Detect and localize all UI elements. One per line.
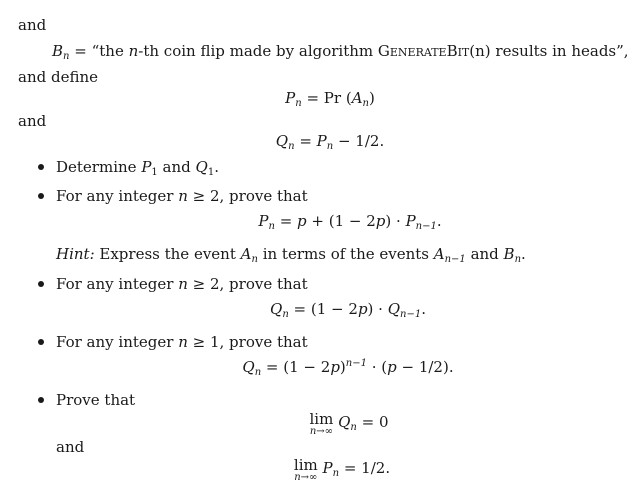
equation-qn-recurrence: $Q_n = (1 - 2p) \cdot Q_{n-1}$. — [270, 300, 426, 320]
text-and-define: and define — [18, 68, 98, 86]
equation-qn-closed-form: $Q_n = (1 - 2p)^{n-1} \cdot (p - 1/2)$. — [242, 358, 454, 378]
bullet-3 — [38, 281, 44, 287]
bullet-3-text: For any integer n ≥ 2, prove that — [56, 275, 308, 293]
definition-bn: $B_n$ = “the n-th coin flip made by algorithm GenerateBit(n) results in heads”, — [52, 42, 629, 62]
bullet-5 — [38, 397, 44, 403]
bullet-4 — [38, 339, 44, 345]
bullet-1 — [38, 164, 44, 170]
bullet-1-text: Determine $P_1$ and $Q_1$. — [56, 158, 219, 178]
hint-text: Hint: Express the event $A_n$ in terms of the events $A_{n-1}$ and $B_n$. — [56, 245, 526, 265]
bullet-2-text: For any integer n ≥ 2, prove that — [56, 187, 308, 205]
text-and-2: and — [18, 112, 47, 130]
bullet-2 — [38, 193, 44, 199]
equation-pn-recurrence: $P_n = p + (1 - 2p) \cdot P_{n-1}$. — [258, 212, 442, 232]
bullet-5-text: Prove that — [56, 391, 136, 409]
equation-limit-qn: lim n→∞ $Q_n = 0$ — [309, 410, 389, 437]
text-and-3: and — [56, 438, 85, 456]
equation-limit-pn: lim n→∞ $P_n = 1/2$. — [293, 456, 391, 483]
bullet-4-text: For any integer n ≥ 1, prove that — [56, 333, 308, 351]
equation-pn: $P_n = Pr$ $(A_n)$ — [285, 89, 375, 109]
equation-qn: $Q_n = P_n - 1/2$. — [275, 132, 385, 152]
text-and-1: and — [18, 16, 47, 34]
